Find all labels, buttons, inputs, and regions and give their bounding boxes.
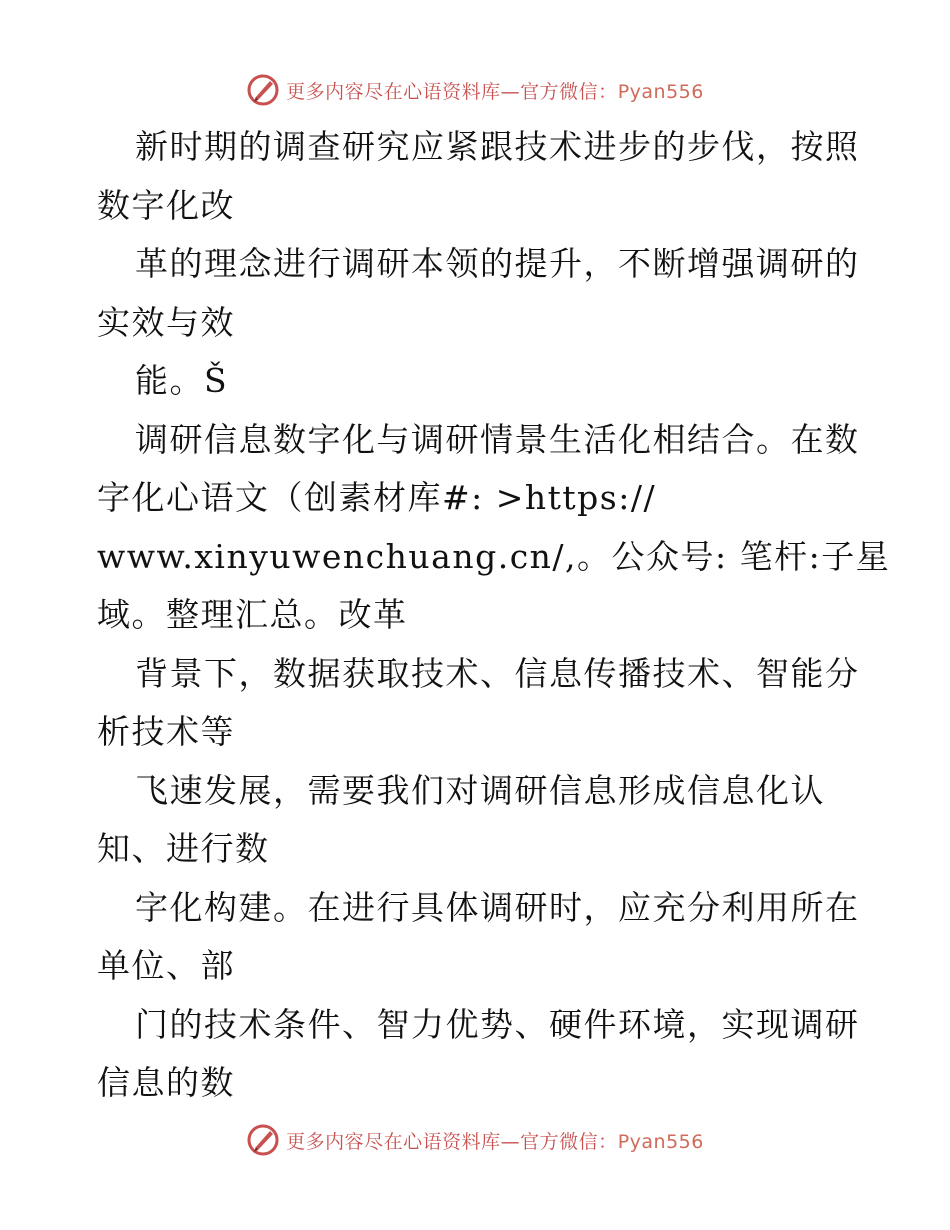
text-line: 飞速发展，需要我们对调研信息形成信息化认 xyxy=(135,770,825,810)
text-line: 字化心语文（创素材库#: >https:// xyxy=(97,478,657,517)
banner-wechat-id: Pyan556 xyxy=(617,80,704,103)
text-line: www.xinyuwenchuang.cn/,。公众号: 笔杆:子星 xyxy=(97,536,891,576)
banner-wechat-id: Pyan556 xyxy=(617,1130,704,1153)
banner-wechat-label: 官方微信： xyxy=(520,80,618,103)
text-line: 调研信息数字化与调研情景生活化相结合。在数 xyxy=(135,419,860,459)
text-line: 背景下，数据获取技术、信息传播技术、智能分 xyxy=(135,653,860,693)
banner-prefix: 更多内容尽在心语资料库 xyxy=(286,80,501,103)
text-line: 域。整理汇总。改革 xyxy=(97,595,408,634)
text-line: 字化构建。在进行具体调研时，应充分利用所在 xyxy=(135,887,860,927)
text-line: 新时期的调查研究应紧跟技术进步的步伐，按照 xyxy=(135,127,860,166)
banner-text xyxy=(286,77,704,104)
document-body xyxy=(97,118,891,1113)
banner-text xyxy=(286,1127,704,1154)
banner-dash: — xyxy=(500,80,521,103)
banner-dash: — xyxy=(500,1130,521,1153)
banner-prefix: 更多内容尽在心语资料库 xyxy=(286,1130,501,1153)
quill-pen-logo-icon xyxy=(246,1123,280,1157)
text-line: 实效与效 xyxy=(97,302,235,342)
quill-pen-logo-icon xyxy=(246,73,280,107)
text-line: 析技术等 xyxy=(97,712,235,751)
text-line: 知、进行数 xyxy=(97,829,270,868)
text-line: 单位、部 xyxy=(97,946,235,985)
header-banner xyxy=(0,70,950,110)
text-line: 信息的数 xyxy=(97,1063,235,1102)
text-line: 门的技术条件、智力优势、硬件环境，实现调研 xyxy=(135,1004,860,1044)
text-line: 能。Š xyxy=(135,361,229,400)
banner-wechat-label: 官方微信： xyxy=(520,1130,618,1153)
text-line: 数字化改 xyxy=(97,185,235,225)
footer-banner xyxy=(0,1120,950,1160)
text-line: 革的理念进行调研本领的提升，不断增强调研的 xyxy=(135,244,860,283)
